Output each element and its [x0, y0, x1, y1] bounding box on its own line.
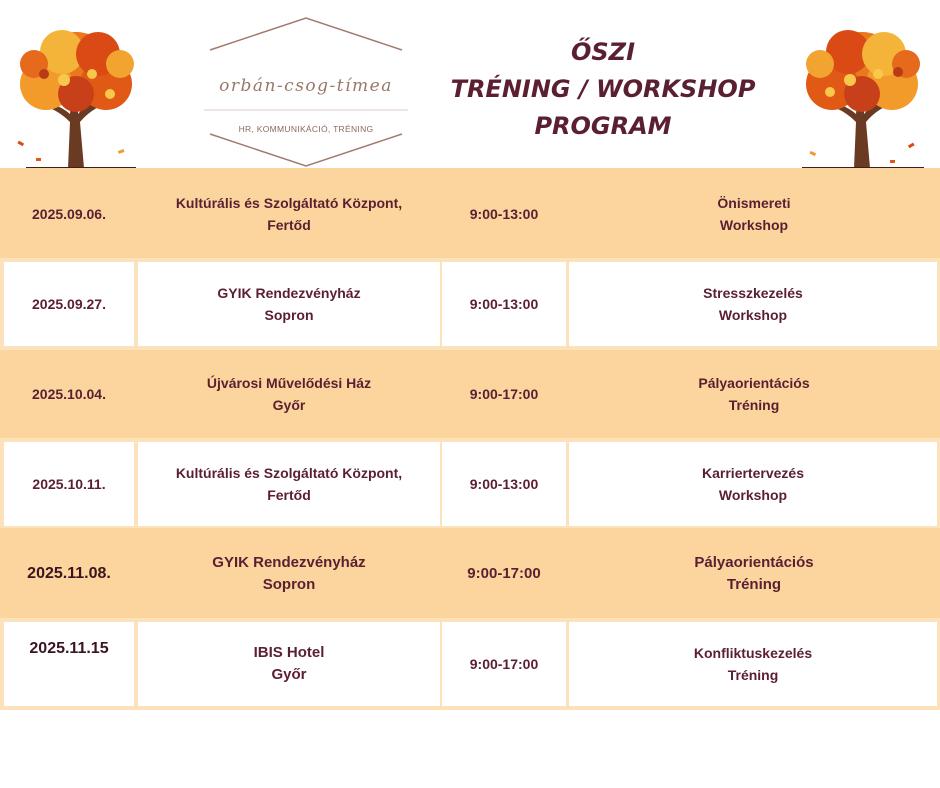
event-program: Karriertervezés Workshop — [569, 442, 937, 526]
event-location: GYIK Rendezvényház Sopron — [212, 554, 366, 593]
page-title — [440, 34, 766, 145]
event-program: Pályaorientációs Tréning — [694, 554, 814, 593]
event-time: 9:00-17:00 — [442, 622, 566, 706]
event-date: 2025.11.08. — [27, 565, 111, 582]
header — [0, 0, 940, 168]
event-location: GYIK Rendezvényház Sopron — [138, 262, 440, 346]
title-line: PROGRAM — [534, 112, 672, 140]
event-date: 2025.10.11. — [4, 442, 134, 526]
event-date: 2025.09.06. — [32, 206, 106, 222]
title-line: ŐSZI — [570, 38, 636, 66]
event-time: 9:00-13:00 — [442, 262, 566, 346]
table-row — [0, 350, 940, 438]
event-location: IBIS Hotel Győr — [138, 622, 440, 706]
event-program: Pályaorientációs Tréning — [698, 375, 810, 413]
logo-script-text: orbán-csog-tímea — [219, 76, 393, 96]
event-date: 2025.11.15 — [4, 622, 134, 706]
event-date: 2025.09.27. — [4, 262, 134, 346]
event-program: Konfliktuskezelés Tréning — [569, 622, 937, 706]
autumn-tree-left-icon — [6, 22, 144, 170]
table-row — [0, 618, 940, 710]
event-location: Kultúrális és Szolgáltató Központ, Fertőd — [138, 442, 440, 526]
title-line: TRÉNING / WORKSHOP — [450, 75, 756, 103]
event-program: Stresszkezelés Workshop — [569, 262, 937, 346]
brand-logo — [200, 16, 412, 168]
table-row — [0, 528, 940, 620]
event-date: 2025.10.04. — [32, 386, 106, 402]
event-time: 9:00-13:00 — [442, 442, 566, 526]
event-program: Önismereti Workshop — [717, 195, 791, 233]
autumn-tree-right-icon — [790, 22, 932, 170]
event-location: Újvárosi Művelődési Ház Győr — [206, 375, 372, 413]
event-time: 9:00-17:00 — [467, 565, 541, 582]
event-time: 9:00-17:00 — [469, 386, 539, 402]
logo-subtitle: HR, KOMMUNIKÁCIÓ, TRÉNING — [238, 124, 374, 134]
event-time: 9:00-13:00 — [469, 206, 539, 222]
event-location: Kultúrális és Szolgáltató Központ, Fertőd — [175, 195, 403, 233]
table-row — [0, 168, 940, 260]
table-row — [0, 258, 940, 350]
table-row — [0, 438, 940, 530]
